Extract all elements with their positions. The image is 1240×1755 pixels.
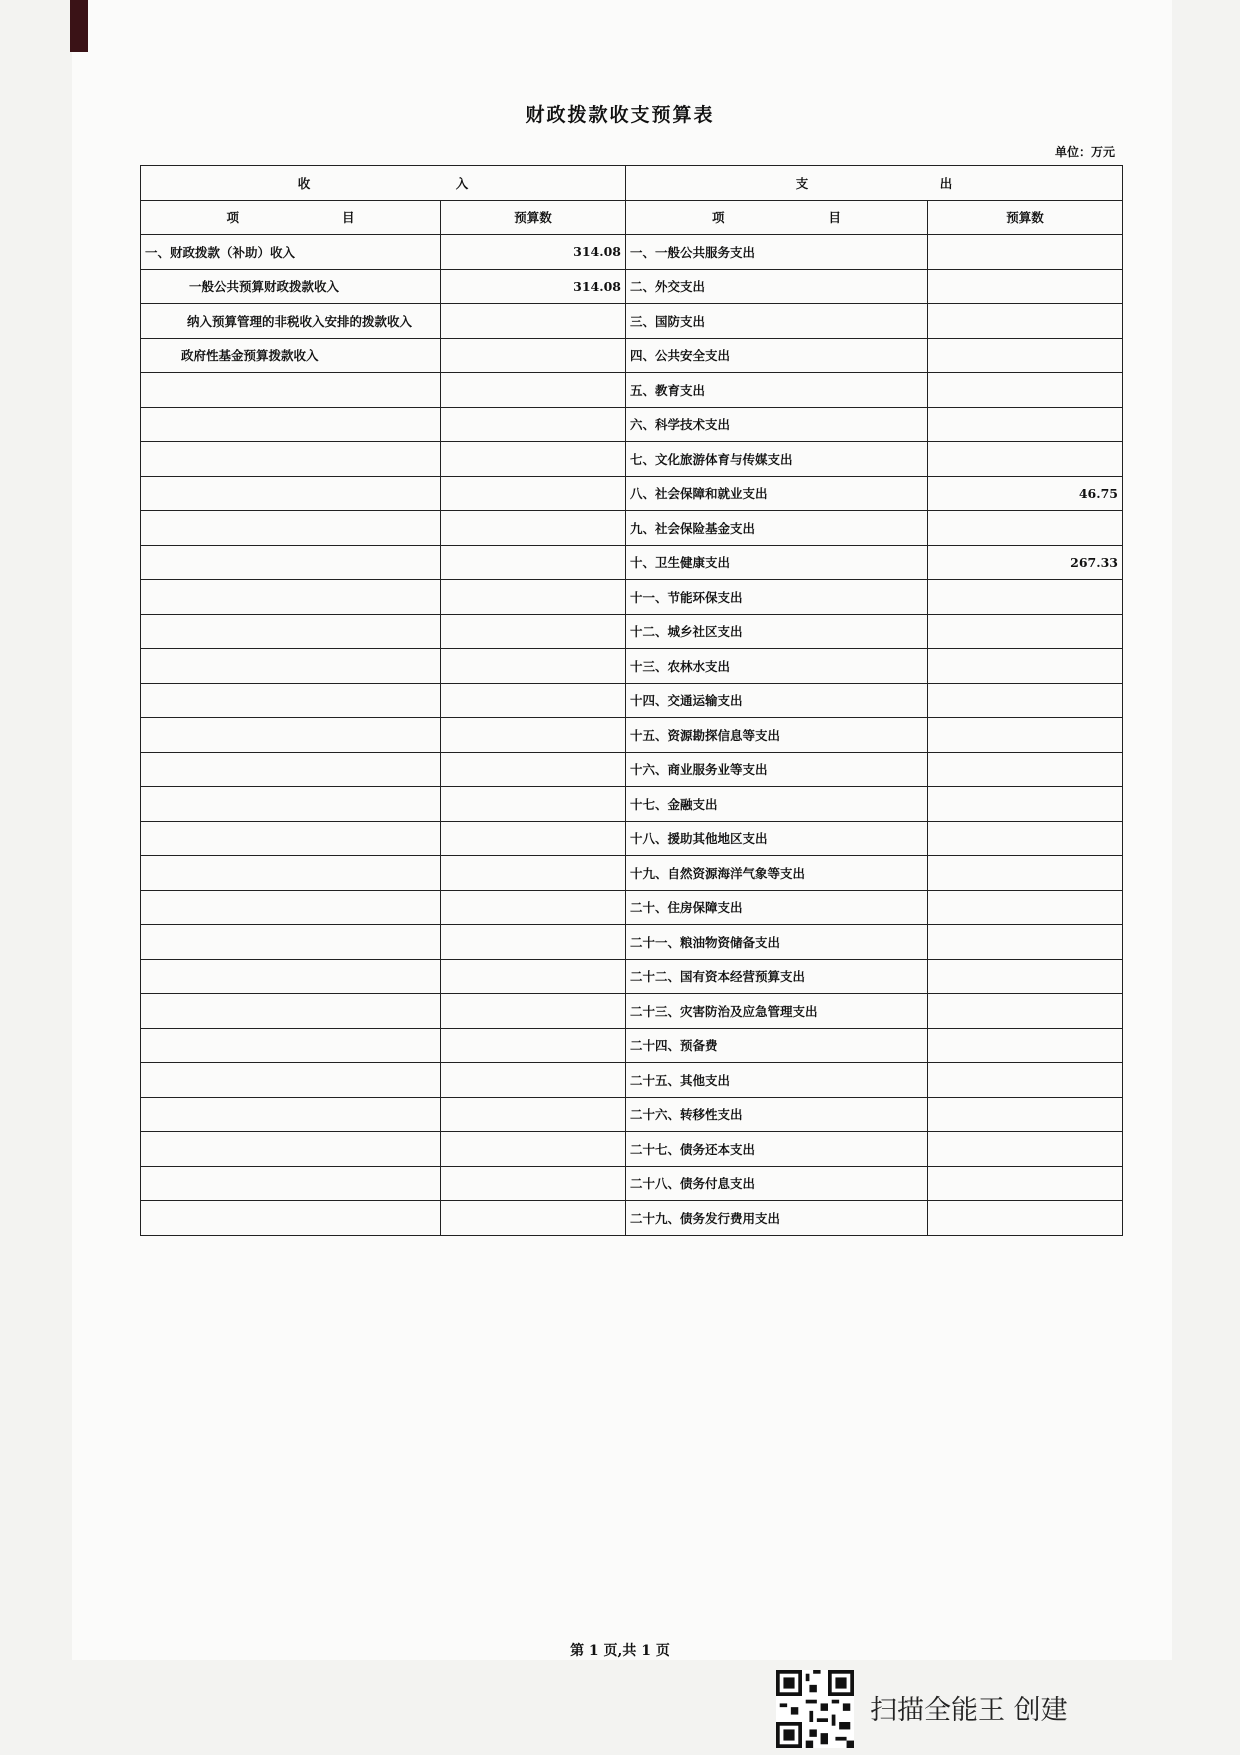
income-item-cell [141, 545, 441, 580]
income-item-cell [141, 994, 441, 1029]
expense-value-cell [928, 752, 1123, 787]
table-row [141, 511, 1123, 546]
expense-item-cell: 二十二、国有资本经营预算支出 [626, 959, 928, 994]
income-item-cell [141, 1132, 441, 1167]
income-item-cell [141, 442, 441, 477]
income-item-cell [141, 752, 441, 787]
expense-item-cell: 二十、住房保障支出 [626, 890, 928, 925]
income-item-cell [141, 718, 441, 753]
expense-value-cell [928, 1132, 1123, 1167]
expense-value-cell [928, 269, 1123, 304]
expense-header [626, 166, 1123, 201]
income-item-cell [141, 373, 441, 408]
expense-value-cell [928, 925, 1123, 960]
table-row [141, 718, 1123, 753]
expense-value-cell [928, 304, 1123, 339]
expense-value-cell [928, 1166, 1123, 1201]
table-row [141, 407, 1123, 442]
table-row [141, 545, 1123, 580]
expense-value-cell [928, 994, 1123, 1029]
expense-value-cell [928, 959, 1123, 994]
expense-item-cell: 二十五、其他支出 [626, 1063, 928, 1098]
income-header-part: 收 [297, 175, 311, 191]
expense-item-cell: 三、国防支出 [626, 304, 928, 339]
income-item-cell [141, 683, 441, 718]
income-item-cell: 政府性基金预算拨款收入 [141, 338, 441, 373]
qr-code-icon [776, 1670, 854, 1748]
income-value-cell [441, 580, 626, 615]
income-value-cell [441, 476, 626, 511]
expense-item-cell: 二十三、灾害防治及应急管理支出 [626, 994, 928, 1029]
table-row [141, 1063, 1123, 1098]
expense-item-cell: 二十一、粮油物资储备支出 [626, 925, 928, 960]
income-value-cell [441, 407, 626, 442]
income-item-cell [141, 1097, 441, 1132]
income-value-cell: 314.08 [441, 235, 626, 270]
income-item-cell [141, 476, 441, 511]
expense-item-cell: 二十六、转移性支出 [626, 1097, 928, 1132]
income-item-cell [141, 787, 441, 822]
expense-value-cell [928, 787, 1123, 822]
expense-item-cell: 十三、农林水支出 [626, 649, 928, 684]
expense-item-cell: 十六、商业服务业等支出 [626, 752, 928, 787]
income-value-cell [441, 718, 626, 753]
expense-value-cell [928, 511, 1123, 546]
table-row [141, 1132, 1123, 1167]
income-value-cell [441, 752, 626, 787]
income-value-cell [441, 304, 626, 339]
income-value-cell [441, 442, 626, 477]
income-item-cell [141, 614, 441, 649]
income-item-cell [141, 407, 441, 442]
income-item-cell: 一、财政拨款（补助）收入 [141, 235, 441, 270]
income-value-cell [441, 1201, 626, 1236]
income-value-cell [441, 856, 626, 891]
income-item-cell [141, 580, 441, 615]
header-row-main [141, 166, 1123, 201]
income-value-cell [441, 373, 626, 408]
expense-value-cell [928, 442, 1123, 477]
income-budget-header: 预算数 [441, 200, 626, 235]
expense-value-cell: 46.75 [928, 476, 1123, 511]
expense-value-cell [928, 235, 1123, 270]
scanner-watermark: 扫描全能王 创建 [870, 1695, 1068, 1726]
expense-value-cell [928, 890, 1123, 925]
expense-header-part: 支 [795, 175, 809, 191]
income-value-cell [441, 890, 626, 925]
expense-value-cell: 267.33 [928, 545, 1123, 580]
income-item-cell [141, 649, 441, 684]
expense-item-cell: 十七、金融支出 [626, 787, 928, 822]
expense-value-cell [928, 1028, 1123, 1063]
income-item-cell [141, 856, 441, 891]
expense-value-cell [928, 338, 1123, 373]
income-value-cell: 314.08 [441, 269, 626, 304]
income-value-cell [441, 1132, 626, 1167]
income-item-cell: 一般公共预算财政拨款收入 [141, 269, 441, 304]
income-item-cell [141, 821, 441, 856]
income-value-cell [441, 787, 626, 822]
table-row [141, 787, 1123, 822]
page-title: 财政拨款收支预算表 [525, 104, 715, 126]
income-value-cell [441, 1063, 626, 1098]
table-row [141, 1028, 1123, 1063]
table-row [141, 269, 1123, 304]
expense-item-cell: 七、文化旅游体育与传媒支出 [626, 442, 928, 477]
expense-value-cell [928, 856, 1123, 891]
income-item-header [141, 200, 441, 235]
expense-item-cell: 五、教育支出 [626, 373, 928, 408]
income-item-cell [141, 959, 441, 994]
table-row [141, 959, 1123, 994]
income-value-cell [441, 649, 626, 684]
income-value-cell [441, 994, 626, 1029]
table-row [141, 683, 1123, 718]
income-value-cell [441, 1028, 626, 1063]
expense-value-cell [928, 649, 1123, 684]
table-row [141, 338, 1123, 373]
expense-item-cell: 二十八、债务付息支出 [626, 1166, 928, 1201]
income-value-cell [441, 614, 626, 649]
income-value-cell [441, 821, 626, 856]
table-row [141, 925, 1123, 960]
expense-item-cell: 六、科学技术支出 [626, 407, 928, 442]
expense-value-cell [928, 1063, 1123, 1098]
expense-value-cell [928, 614, 1123, 649]
expense-item-cell: 四、公共安全支出 [626, 338, 928, 373]
unit-label: 单位：万元 [1054, 145, 1115, 159]
table-row [141, 373, 1123, 408]
income-value-cell [441, 338, 626, 373]
income-header-part: 入 [455, 175, 469, 191]
income-item-cell [141, 1166, 441, 1201]
table-row [141, 1097, 1123, 1132]
income-value-cell [441, 959, 626, 994]
table-row [141, 649, 1123, 684]
table-row [141, 235, 1123, 270]
expense-value-cell [928, 718, 1123, 753]
item-header-part: 目 [828, 210, 841, 226]
expense-item-cell: 九、社会保险基金支出 [626, 511, 928, 546]
expense-header-part: 出 [939, 175, 953, 191]
item-header-part: 目 [341, 210, 355, 226]
expense-item-cell: 八、社会保障和就业支出 [626, 476, 928, 511]
expense-budget-header: 预算数 [928, 200, 1123, 235]
income-value-cell [441, 1097, 626, 1132]
table-row [141, 1166, 1123, 1201]
income-item-cell: 纳入预算管理的非税收入安排的拨款收入 [141, 304, 441, 339]
income-value-cell [441, 545, 626, 580]
income-value-cell [441, 1166, 626, 1201]
expense-item-cell: 十一、节能环保支出 [626, 580, 928, 615]
income-header [141, 166, 626, 201]
table-row [141, 1201, 1123, 1236]
income-value-cell [441, 511, 626, 546]
expense-value-cell [928, 821, 1123, 856]
expense-value-cell [928, 1097, 1123, 1132]
table-row [141, 994, 1123, 1029]
table-row [141, 442, 1123, 477]
income-value-cell [441, 683, 626, 718]
expense-item-cell: 十四、交通运输支出 [626, 683, 928, 718]
item-header-part: 项 [226, 210, 239, 226]
table-row [141, 821, 1123, 856]
scan-edge-mark [70, 0, 88, 52]
expense-item-cell: 十五、资源勘探信息等支出 [626, 718, 928, 753]
income-value-cell [441, 925, 626, 960]
expense-item-cell: 十九、自然资源海洋气象等支出 [626, 856, 928, 891]
income-item-cell [141, 1028, 441, 1063]
item-header-part: 项 [711, 210, 725, 226]
expense-item-cell: 十、卫生健康支出 [626, 545, 928, 580]
income-item-cell [141, 1063, 441, 1098]
expense-value-cell [928, 683, 1123, 718]
table-row [141, 890, 1123, 925]
table-row [141, 856, 1123, 891]
expense-item-cell: 二十九、债务发行费用支出 [626, 1201, 928, 1236]
table-row [141, 304, 1123, 339]
expense-value-cell [928, 1201, 1123, 1236]
table-row [141, 614, 1123, 649]
expense-item-header [626, 200, 928, 235]
expense-item-cell: 一、一般公共服务支出 [626, 235, 928, 270]
expense-item-cell: 二十七、债务还本支出 [626, 1132, 928, 1167]
income-item-cell [141, 890, 441, 925]
expense-value-cell [928, 407, 1123, 442]
expense-item-cell: 十八、援助其他地区支出 [626, 821, 928, 856]
expense-item-cell: 十二、城乡社区支出 [626, 614, 928, 649]
table-row [141, 580, 1123, 615]
page-footer: 第 1 页,共 1 页 [570, 1643, 670, 1659]
table-row [141, 476, 1123, 511]
header-row-sub [141, 200, 1123, 235]
table-row [141, 752, 1123, 787]
income-item-cell [141, 511, 441, 546]
expense-item-cell: 二十四、预备费 [626, 1028, 928, 1063]
income-item-cell [141, 925, 441, 960]
budget-table [140, 165, 1123, 1236]
expense-value-cell [928, 373, 1123, 408]
expense-value-cell [928, 580, 1123, 615]
income-item-cell [141, 1201, 441, 1236]
expense-item-cell: 二、外交支出 [626, 269, 928, 304]
